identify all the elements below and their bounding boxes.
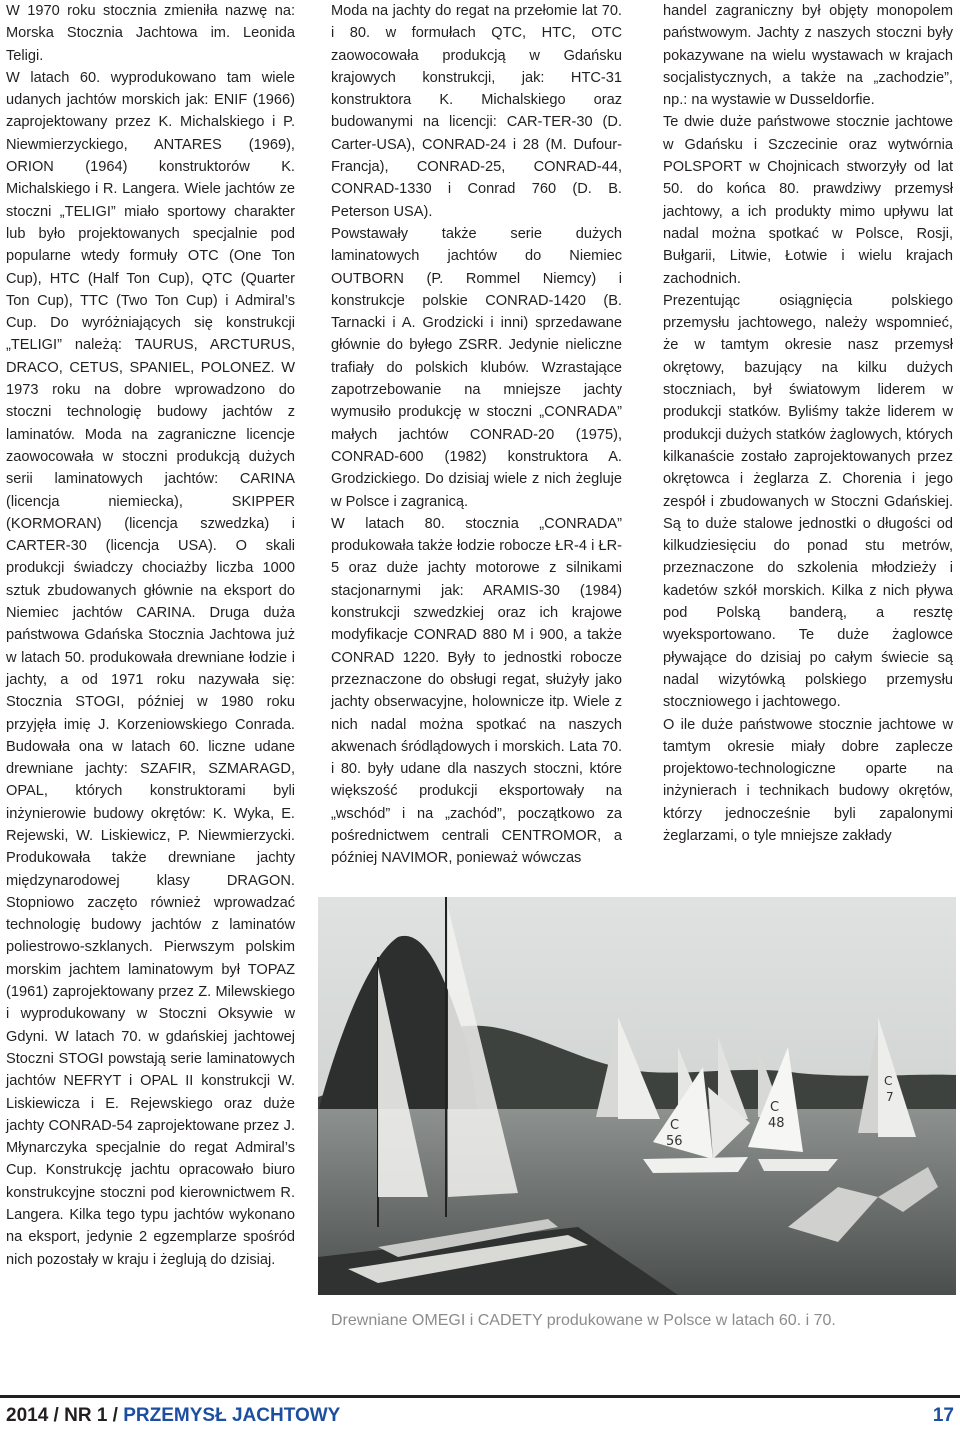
sailboats-photo: [318, 897, 956, 1295]
footer-divider: [0, 1395, 960, 1398]
photo-caption: Drewniane OMEGI i CADETY produkowane w Polsce w latach 60. i 70.: [331, 1312, 836, 1329]
page-number: 17: [932, 1405, 954, 1426]
paragraph: W latach 80. stocznia „CONRADA” produkowała także łodzie robocze ŁR-4 i ŁR-5 oraz duże jachty motorowe z silnikami stacjonarnymi jak: ARAMIS-30 (1984) konstrukcji szwedzkiej oraz ich krajowe modyfikacje CONRAD 880 M i 900, a także CONRAD 1220. Były to jednostki robocze przeznaczone do obsługi regat, służyły jako jachty obserwacyjne, holownicze itp. Wiele z nich nadal można spotkać na naszych akwenach śródlądowych i morskich. Lata 70. i 80. były udane dla naszych stoczni, które większość produkcji eksportowały na „wschód” i na „zachód”, początkowo za pośrednictwem centrali CENTROMOR, a później NAVIMOR, ponieważ wówczas: [331, 515, 622, 867]
sail-number-label: C: [770, 1100, 780, 1115]
paragraph: W 1970 roku stocznia zmieniła nazwę na: Morska Stocznia Jachtowa im. Leonida Teligi.: [6, 3, 295, 64]
sail-number-label: C: [884, 1074, 893, 1088]
issue-number: 2014 / NR 1 /: [6, 1405, 124, 1426]
paragraph: handel zagraniczny był objęty monopolem państwowym. Jachty z naszych stoczni były pokazywane na wielu wystawach w krajach socjalistycznych, a także na „zachodzie”, np.: na wystawie w Dusseldorfie.: [663, 3, 953, 109]
sail-number-label: 48: [768, 1116, 785, 1131]
sail-number-label: 7: [886, 1090, 894, 1104]
article-column-1: [6, 0, 295, 1271]
paragraph: Prezentując osiągnięcia polskiego przemysłu jachtowego, należy wspomnieć, że w tamtym okresie nasz przemysł okrętowy, bazujący na kilku dużych stoczniach, był światowym liderem w produkcji statków. Byliśmy także liderem w produkcji dużych statków żaglowych, których kilkanaście zostało zaprojektowanych przez okrętowca i żeglarza Z. Chorenia i jego zespół i zbudowanych w Stoczni Gdańskiej. Są to duże stalowe jednostki o długości od kilkudziesięciu do ponad stu metrów, przeznaczone do szkolenia młodzieży i kadetów szkół morskich. Kilka z nich pływa pod Polską banderą, a resztę wyeksportowano. Te duże żaglowce pływające do dzisiaj po całym świecie są nadal wizytówką polskiego przemysłu stoczniowego i jachtowego.: [663, 292, 953, 711]
sail-number-label: C: [670, 1118, 680, 1133]
sail-number-label: 56: [666, 1134, 683, 1149]
paragraph: Powstawały także serie dużych laminatowych jachtów do Niemiec OUTBORN (P. Rommel Niemcy) i konstrukcje polskie CONRAD-1420 (B. Tarnacki i A. Grodzicki i inni) sprzedawane głównie do byłego ZSRR. Jedynie nieliczne trafiały do polskich klubów. Wzrastające zapotrzebowanie na mniejsze jachty wymusiło produkcję w stoczni „CONRADA” małych jachtów CONRAD-20 (1975), CONRAD-600 (1982) konstruktora A. Grodzickiego. Do dzisiaj wiele z nich żegluje w Polsce i zagranicą.: [331, 225, 622, 510]
paragraph: Te dwie duże państwowe stocznie jachtowe w Gdańsku i Szczecinie oraz wytwórnia POLSPORT w Chojnicach stworzyły od lat 50. do końca 80. prawdziwy przemysł jachtowy, a ich produkty mimo upływu lat nadal można spotkać w Polsce, Rosji, Bułgarii, Litwie, Łotwie i wielu krajach zachodnich.: [663, 114, 953, 287]
article-column-2: [331, 0, 622, 870]
paragraph: W latach 60. wyprodukowano tam wiele udanych jachtów morskich jak: ENIF (1966) zaprojektowany przez K. Michalskiego i P. Niewmierzyckiego, ANTARES (1969), ORION (1964) konstruktorów K. Michalskiego i R. Langera. Wiele jachtów ze stoczni „TELIGI” miało sportowy charakter lub było projektowanych specjalnie pod popularne wtedy formuły OTC (One Ton Cup), HTC (Half Ton Cup), QTC (Quarter Ton Cup), TTC (Two Ton Cup) i Admiral’s Cup. Do wyróżniających się konstrukcji „TELIGI” należą: TAURUS, ARCTURUS, DRACO, CETUS, SPANIEL, POLONEZ. W 1973 roku na dobre wprowadzono do stoczni technologię budowy jachtów z laminatów. Moda na zagraniczne licencje zaowocowała w stoczni produkcją dużych serii laminatowych jachtów: CARINA (licencja niemiecka), SKIPPER (KORMORAN) (licencja szwedzka) i CARTER-30 (licencja USA). O skali produkcji świadczy chociażby liczba 1000 sztuk zbudowanych głównie na eksport do Niemiec jachtów CARINA. Druga duża państwowa Gdańska Stocznia Jachtowa już w latach 50. produkowała drewniane łodzie i jachty, a od 1971 roku nazywała się: Stocznia STOGI, później w 1980 roku przyjęła imię J. Korzeniowskiego Conrada. Budowała ona w latach 60. liczne udane drewniane jachty: SZAFIR, SZMARAGD, OPAL, których konstruktorami byli inżynierowie budowy okrętów: K. Wyka, E. Rejewski, W. Liskiewicz, P. Niewmierzycki. Produkowała także drewniane jachty międzynarodowej klasy DRAGON. Stopniowo zaczęto również wprowadzać technologię budowy jachtów z laminatów poliestrowo-szklanych. Pierwszym polskim morskim jachtem laminatowym był TOPAZ (1961) zaprojektowany przez Z. Milewskiego i wyprodukowany w Stoczni Oksywie w Gdyni. W latach 70. w gdańskiej jachtowej Stoczni STOGI powstają serie laminatowych jachtów NEFRYT i OPAL II konstrukcji W. Liskiewicza i E. Rejewskiego oraz duże jachty CONRAD-54 zaprojektowane przez J. Młynarczyka specjalnie do regat Admiral’s Cup. Konstrukcję jachtu opracowało biuro konstrukcyjne stoczni pod kierownictwem R. Langera. Kilka tego typu jachtów wykonano na eksport, jedynie 2 egzemplarze spośród nich pozostały w kraju i żeglują do dzisiaj.: [6, 69, 295, 1268]
paragraph: Moda na jachty do regat na przełomie lat 70. i 80. w formułach QTC, HTC, OTC zaowocowała produkcją w Gdańsku krajowych konstrukcji, jak: HTC-31 konstruktora K. Michalskiego oraz budowanymi na licencji: CAR-TER-30 (D. Carter-USA), CONRAD-24 i 28 (M. Dufour-Francja), CONRAD-25, CONRAD-44, CONRAD-1330 i Conrad 760 (D. B. Peterson USA).: [331, 3, 622, 220]
sailboats-photo-illustration: [318, 897, 956, 1295]
article-column-3: [663, 0, 953, 847]
footer-issue: [6, 1403, 340, 1429]
magazine-name: PRZEMYSŁ JACHTOWY: [123, 1405, 341, 1426]
paragraph: O ile duże państwowe stocznie jachtowe w tamtym okresie miały dobre zaplecze projektowo-technologiczne oparte na inżynierach i technikach budowy okrętów, którzy jednocześnie byli zapalonymi żeglarzami, o tyle mniejsze zakłady: [663, 716, 953, 844]
